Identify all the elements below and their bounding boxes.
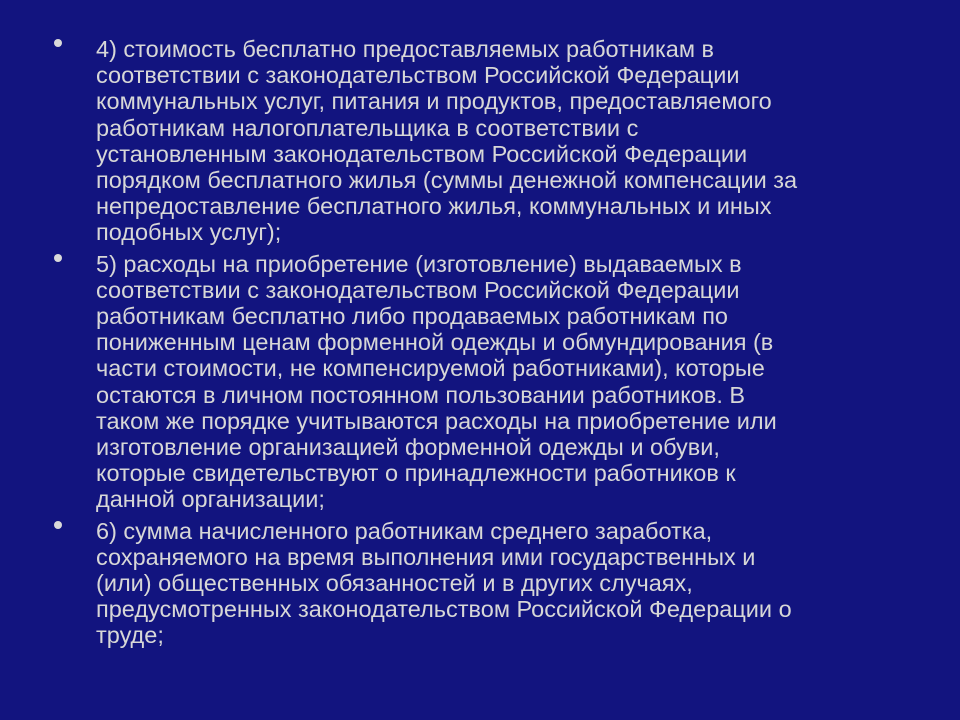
bullet-list (54, 36, 894, 654)
text-line: подобных услуг); (96, 219, 282, 246)
bullet-dot-icon (54, 254, 62, 262)
text-line: соответствии с законодательством Российской Федерации (96, 276, 740, 303)
text-line: коммунальных услуг, питания и продуктов, предоставляемого (96, 88, 772, 115)
text-line: части стоимости, не компенсируемой работниками), которые (96, 355, 765, 382)
bullet-item-4 (54, 36, 894, 246)
text-line: таком же порядке учитываются расходы на приобретение или (96, 407, 777, 434)
bullet-text (96, 251, 894, 513)
text-line: предусмотренных законодательством Российской Федерации о (96, 596, 792, 623)
text-line: 5) расходы на приобретение (изготовление) выдаваемых в (96, 250, 742, 277)
text-line: сохраняемого на время выполнения ими государственных и (96, 543, 756, 570)
bullet-item-6 (54, 518, 894, 649)
text-line: (или) общественных обязанностей и в других случаях, (96, 570, 693, 597)
text-line: порядком бесплатного жилья (суммы денежной компенсации за (96, 167, 798, 194)
text-line: 6) сумма начисленного работникам среднего заработка, (96, 517, 713, 544)
bullet-text (96, 36, 894, 246)
bullet-dot-icon (54, 39, 62, 47)
bullet-item-5 (54, 251, 894, 513)
bullet-dot-icon (54, 521, 62, 529)
text-line: пониженным ценам форменной одежды и обмундирования (в (96, 329, 774, 356)
text-line: 4) стоимость бесплатно предоставляемых работникам в (96, 36, 715, 62)
text-line: труде; (96, 622, 164, 649)
text-line: непредоставление бесплатного жилья, коммунальных и иных (96, 193, 772, 220)
text-line: работникам налогоплательщика в соответствии с (96, 114, 639, 141)
text-line: работникам бесплатно либо продаваемых работникам по (96, 303, 728, 330)
text-line: которые свидетельствуют о принадлежности работников к (96, 460, 736, 487)
bullet-text (96, 518, 894, 649)
text-line: изготовление организацией форменной одежды и обуви, (96, 434, 720, 461)
text-line: соответствии с законодательством Российской Федерации (96, 62, 740, 89)
text-line: данной организации; (96, 486, 325, 513)
text-line: установленным законодательством Российской Федерации (96, 140, 748, 167)
text-line: остаются в личном постоянном пользовании работников. В (96, 381, 746, 408)
